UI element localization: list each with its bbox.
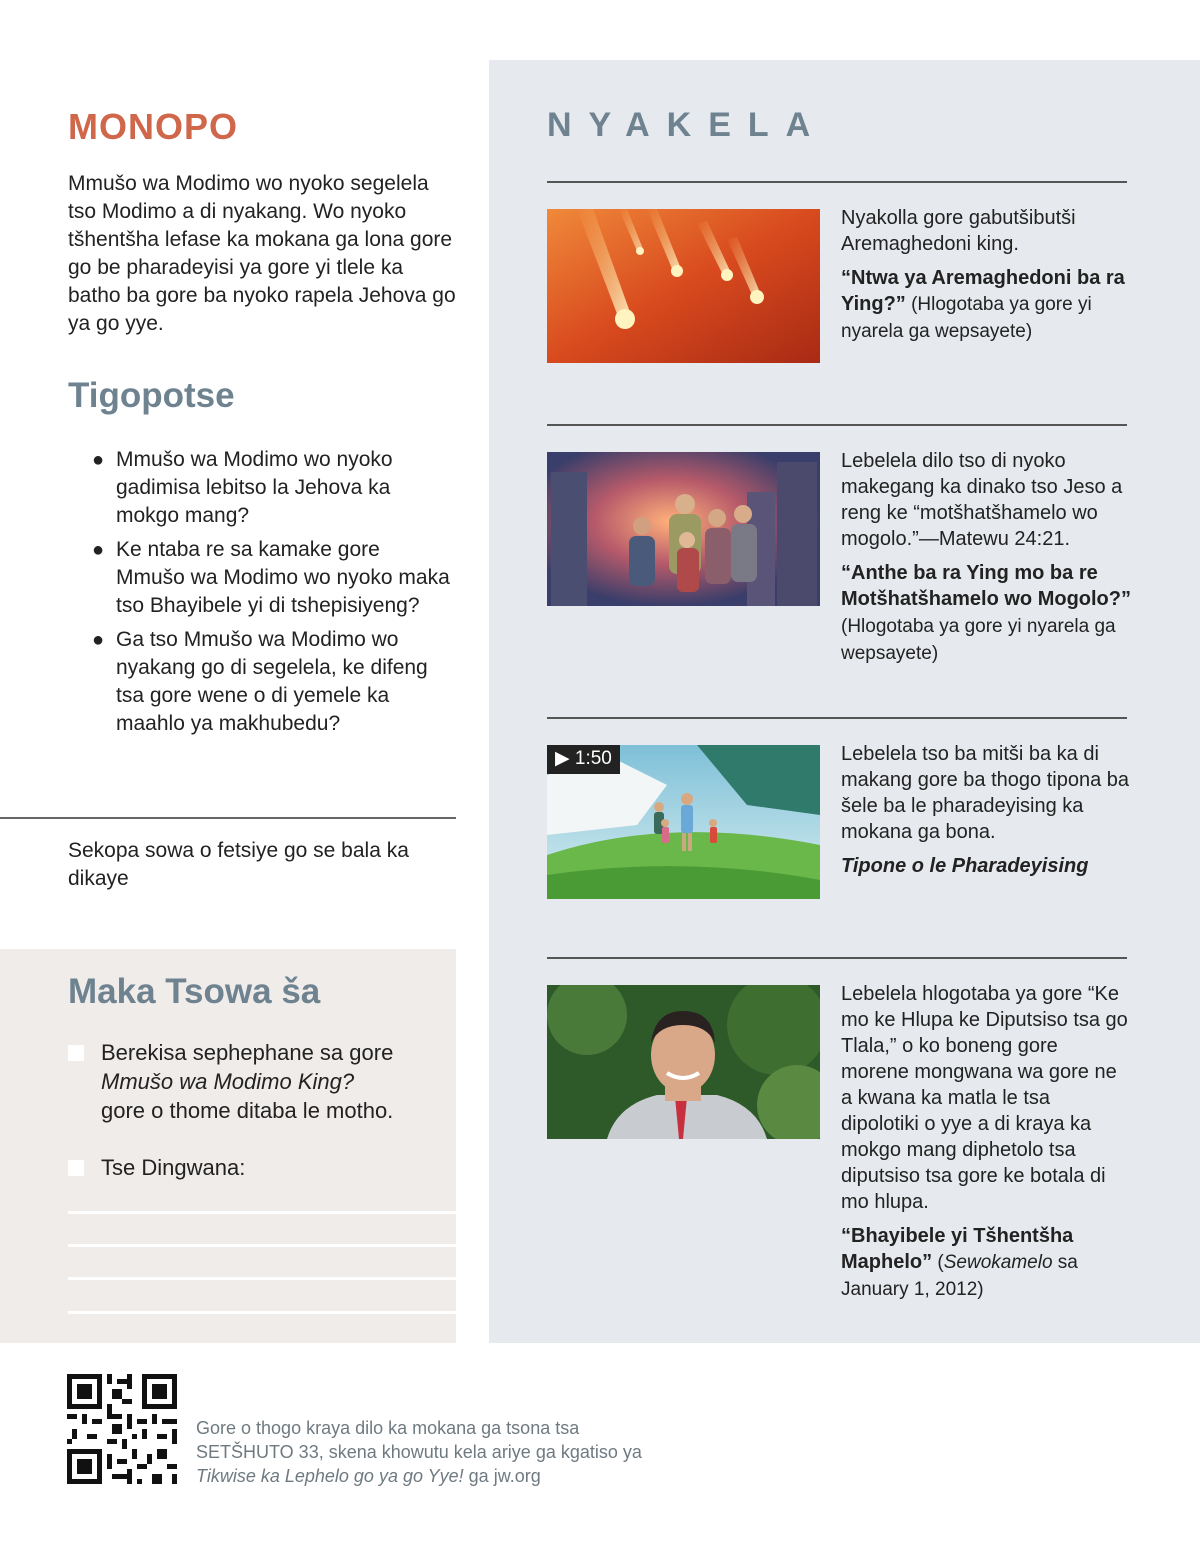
resource-desc: Lebelela dilo tso di nyoko makegang ka dinako tso Jeso a reng ke “motšhatšhamelo wo mogolo.”—Matewu 24:21. [841,450,1123,550]
review-question [92,536,452,620]
review-heading: Tigopotse [68,376,235,415]
task-1-text [101,1038,441,1125]
family-image [547,452,820,606]
thumbnail-portrait[interactable] [547,985,820,1139]
maka-heading: Maka Tsowa ša [68,972,321,1011]
intro-paragraph: Mmušo wa Modimo wo nyoko segelela tso Modimo a di nyakang. Wo nyoko tšhentšha lefase ka mokana ga lona gore go be pharadeyisi ya gore yi tlele ka batho ba gore ba nyoko rapela Jehova go ya go yye. [68,172,456,335]
task-1-part: gore o thome ditaba le motho. [101,1098,394,1123]
qr-code-icon[interactable] [67,1374,177,1484]
section-heading-nyakela: NYAKELA [547,106,828,144]
writing-line[interactable] [68,1244,456,1247]
meteor-image [547,209,820,363]
video-title-link[interactable]: Tipone o le Pharadeyising [841,855,1089,877]
review-question [92,446,452,530]
link-title[interactable]: “Ntwa ya Aremaghedoni ba ra Ying?” [841,267,1125,315]
footer-note [196,1416,676,1488]
footer-link[interactable]: ga jw.org [463,1466,541,1486]
link-title[interactable]: “Anthe ba ra Ying mo ba re Motšhatšhamelo wo Mogolo?” [841,562,1131,610]
resource-item-4 [841,981,1131,1303]
question-text: Ke ntaba re sa kamake gore Mmušo wa Modimo wo nyoko maka tso Bhayibele yi di tshepisiyeng? [116,538,450,617]
task-1-part: Berekisa sephephane sa gore [101,1040,394,1065]
resource-item-1 [841,205,1131,345]
resource-desc: Lebelela tso ba mitši ba ka di makang gore ba thogo tipona ba šele ba le pharadeyising ka mokana ga bona. [841,743,1129,843]
writing-line[interactable] [68,1311,456,1314]
resource-desc: Nyakolla gore gabutšibutši Aremaghedoni king. [841,207,1076,255]
bullet-icon: ● [92,629,105,651]
link-note: (Hlogotaba ya gore yi nyarela ga wepsayete) [841,294,1092,342]
link-note: ( [932,1252,944,1273]
divider [547,717,1127,719]
checkbox-task-1[interactable] [68,1045,84,1061]
resource-item-3 [841,741,1131,879]
video-duration-badge[interactable]: ▶ 1:50 [547,745,620,774]
writing-line[interactable] [68,1211,456,1214]
link-title[interactable]: “Bhayibele yi Tšhentšha Maphelo” [841,1225,1074,1273]
footer-text: Gore o thogo kraya dilo ka mokana ga tsona tsa SETŠHUTO 33, skena khowutu kela ariye ga kgatiso ya [196,1418,642,1462]
resource-link[interactable] [841,1223,1131,1303]
bullet-icon: ● [92,449,105,471]
magazine-title: Sewokamelo [943,1252,1053,1273]
resource-item-2 [841,448,1131,667]
reading-note: Sekopa sowa o fetsiye go se bala ka dikaye [68,839,409,890]
divider [0,817,456,819]
resource-link[interactable] [841,560,1131,667]
thumbnail-video-paradise[interactable] [547,745,820,899]
man-portrait-image [547,985,820,1139]
thumbnail-tribulation[interactable] [547,452,820,606]
bullet-icon: ● [92,539,105,561]
task-2-text: Tse Dingwana: [101,1155,246,1180]
writing-line[interactable] [68,1277,456,1280]
brochure-title: Mmušo wa Modimo King? [101,1069,355,1094]
checkbox-task-2[interactable] [68,1160,84,1176]
resource-link[interactable] [841,265,1131,345]
divider [547,957,1127,959]
link-note: (Hlogotaba ya gore yi nyarela ga wepsayete) [841,616,1116,664]
thumbnail-armageddon[interactable] [547,209,820,363]
divider [547,424,1127,426]
question-text: Mmušo wa Modimo wo nyoko gadimisa lebitso la Jehova ka mokgo mang? [116,448,393,527]
divider [547,181,1127,183]
section-heading-monopo: MONOPO [68,106,239,147]
review-question [92,626,452,738]
resource-desc: Lebelela hlogotaba ya gore “Ke mo ke Hlupa ke Diputsiso tsa go Tlala,” o ko boneng gore morene mongwana wa gore ne a kwana ka matla le tsa dipolotiki o yye a di kraya ka mokgo mang diphetolo tsa diputsiso tsa gore ke botala di mo hlupa. [841,983,1128,1213]
review-questions [92,446,452,744]
book-title: Tikwise ka Lephelo go ya go Yye! [196,1466,464,1486]
link-note: sa January 1, 2012) [841,1252,1078,1300]
question-text: Ga tso Mmušo wa Modimo wo nyakang go di segelela, ke difeng tsa gore wene o di yemele ka maahlo ya makhubedu? [116,628,428,735]
